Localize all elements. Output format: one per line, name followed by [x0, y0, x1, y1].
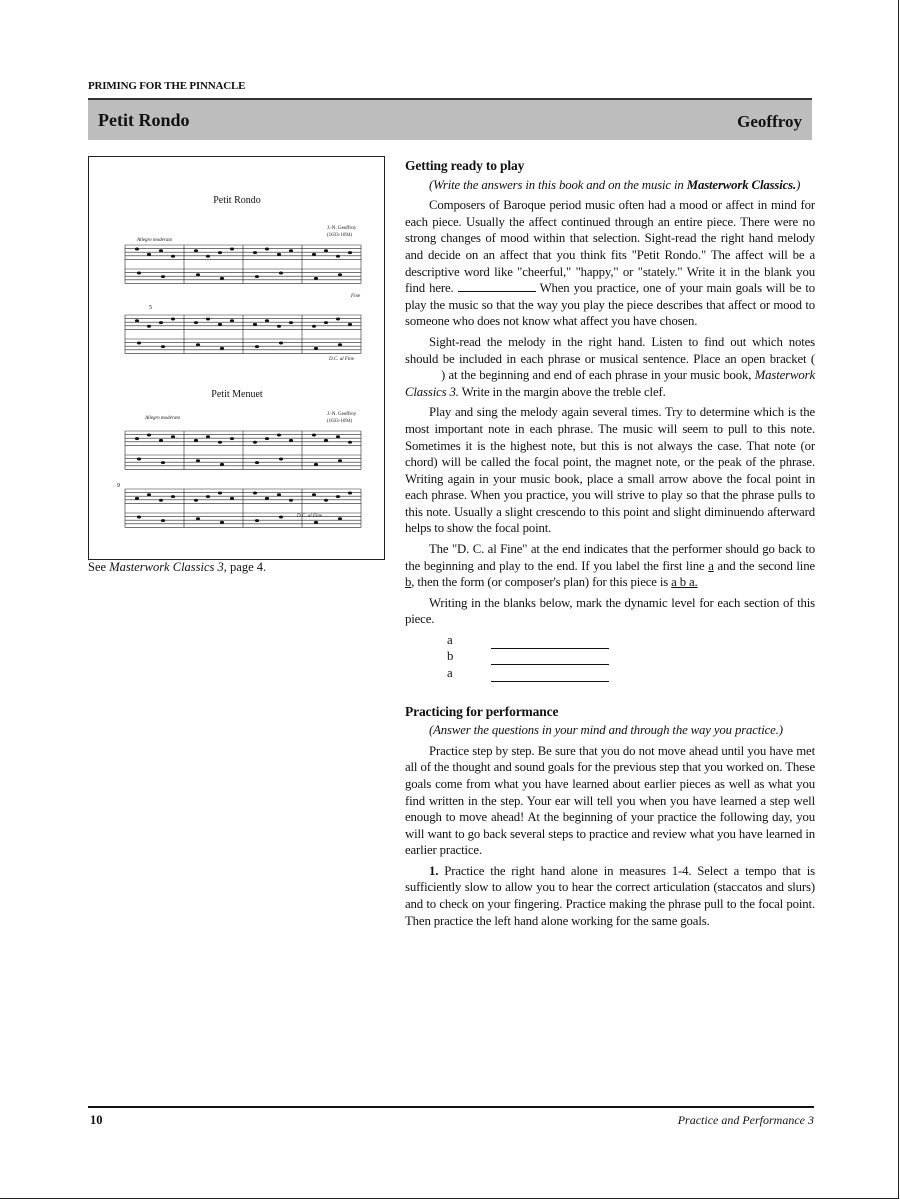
- piece1-tempo: Allegro moderato: [137, 238, 173, 243]
- footer-book-title: Practice and Performance 3: [677, 1113, 814, 1127]
- running-head: PRIMING FOR THE PINNACLE: [88, 80, 246, 92]
- instruction-note-2: (Answer the questions in your mind and through the way you practice.): [429, 723, 783, 738]
- measure-number-9: 9: [117, 483, 120, 489]
- measure-number-5: 5: [149, 305, 152, 311]
- section-heading-getting-ready: Getting ready to play: [405, 158, 525, 173]
- score-image: [88, 156, 385, 560]
- paragraph-dynamics: Writing in the blanks below, mark the dynamic level for each section of this piece.: [405, 595, 815, 627]
- piece1-attrib: J.-N. Geoffroy: [327, 226, 357, 231]
- main-text-column: [405, 158, 815, 933]
- note-heads: [135, 248, 352, 524]
- piece2-dc: D.C. al Fine: [297, 514, 322, 519]
- paragraph-phrases: Sight-read the melody in the right hand. Listen to find out which notes should be included in each phrase or musical sentence. Place an open bracket () at the beginning and end of each phrase in your music book, Masterwork Classics 3. Write in the margin above the treble clef.: [405, 334, 815, 399]
- composer-name: Geoffroy: [737, 112, 802, 131]
- title-bar: [88, 98, 812, 140]
- caption-book-title: Masterwork Classics 3: [109, 560, 224, 574]
- blank-row: a: [405, 665, 815, 682]
- paragraph-step-1: 1. Practice the right hand alone in measures 1-4. Select a tempo that is sufficiently slow to allow you to hear the correct articulation (staccatos and slurs) and to check on your fingering. Practice making the phrase pull to the focal point. Then practice the left hand alone working for the same goals.: [405, 863, 815, 928]
- paragraph-affect: Composers of Baroque period music often had a mood or affect in mind for each piece. Usually the affect continued through an entire piece. There were no strong changes of mood within that selection. Sight-read the right hand melody and decide on an affect that you think fits "Petit Rondo." The affect will be a descriptive word like "cheerful," "happy," or "stately." Write it in the blank you find here. When you practice, one of your main goals will be to play the music so that the way you play the piece describes that affect or mood to someone who does not know what affect you have chosen.: [405, 198, 815, 329]
- affect-blank: [458, 280, 536, 292]
- paragraph-focal-point: Play and sing the melody again several times. Try to determine which is the most important note in each phrase. The music will seem to pull to this note. Sometimes it is the highest note, but this is not always the case. That note (or chord) will be called the focal point, the magnet note, or the peak of the phrase. Writing again in your music book, place a small arrow above the focal point in each phrase. When you practice, you will strive to play so that the phrase pulls to this note. Usually a slight crescendo to this point and slight diminuendo afterward helps to show the focal point.: [405, 405, 815, 536]
- section-heading-practicing: Practicing for performance: [405, 703, 559, 719]
- instruction-note: (Write the answers in this book and on the music in Masterwork Classics.): [429, 177, 801, 192]
- piece2-title: Petit Menuet: [211, 389, 263, 400]
- piece2-attrib: J.-N. Geoffroy: [327, 412, 357, 417]
- blank-row: b: [405, 649, 815, 666]
- piece1-title: Petit Rondo: [213, 195, 261, 206]
- piece2-dates: (1633-1694): [327, 419, 352, 424]
- sheet-music: [89, 157, 386, 561]
- page-number: 10: [90, 1113, 103, 1127]
- piece1-dc: D.C. al Fine: [329, 357, 354, 362]
- piece1-fine: Fine: [351, 294, 361, 299]
- page-title: Petit Rondo: [98, 110, 190, 130]
- dynamics-blanks: [405, 632, 815, 682]
- piece1-dates: (1633-1694): [327, 233, 352, 238]
- paragraph-step-by-step: Practice step by step. Be sure that you do not move ahead until you have met all of the thought and sound goals for the previous step that you worked on. These goals come from what you have learned about earlier pieces as well as what you find written in the step. Your ear will tell you when you have learned a step well enough to move ahead! At the beginning of your practice the following day, you will want to go back several steps to practice and review what you have learned in earlier practice.: [405, 743, 815, 858]
- staff-lines: [125, 245, 361, 527]
- paragraph-form: The "D. C. al Fine" at the end indicates that the performer should go back to the beginning and play to the end. If you label the first line a and the second line b, then the form (or composer's plan) for this piece is a b a.: [405, 542, 815, 590]
- footer-rule: [88, 1106, 814, 1108]
- score-caption: See Masterwork Classics 3, page 4.: [88, 560, 267, 574]
- blank-row: a: [405, 632, 815, 649]
- piece2-tempo: Allegro moderato: [145, 416, 181, 421]
